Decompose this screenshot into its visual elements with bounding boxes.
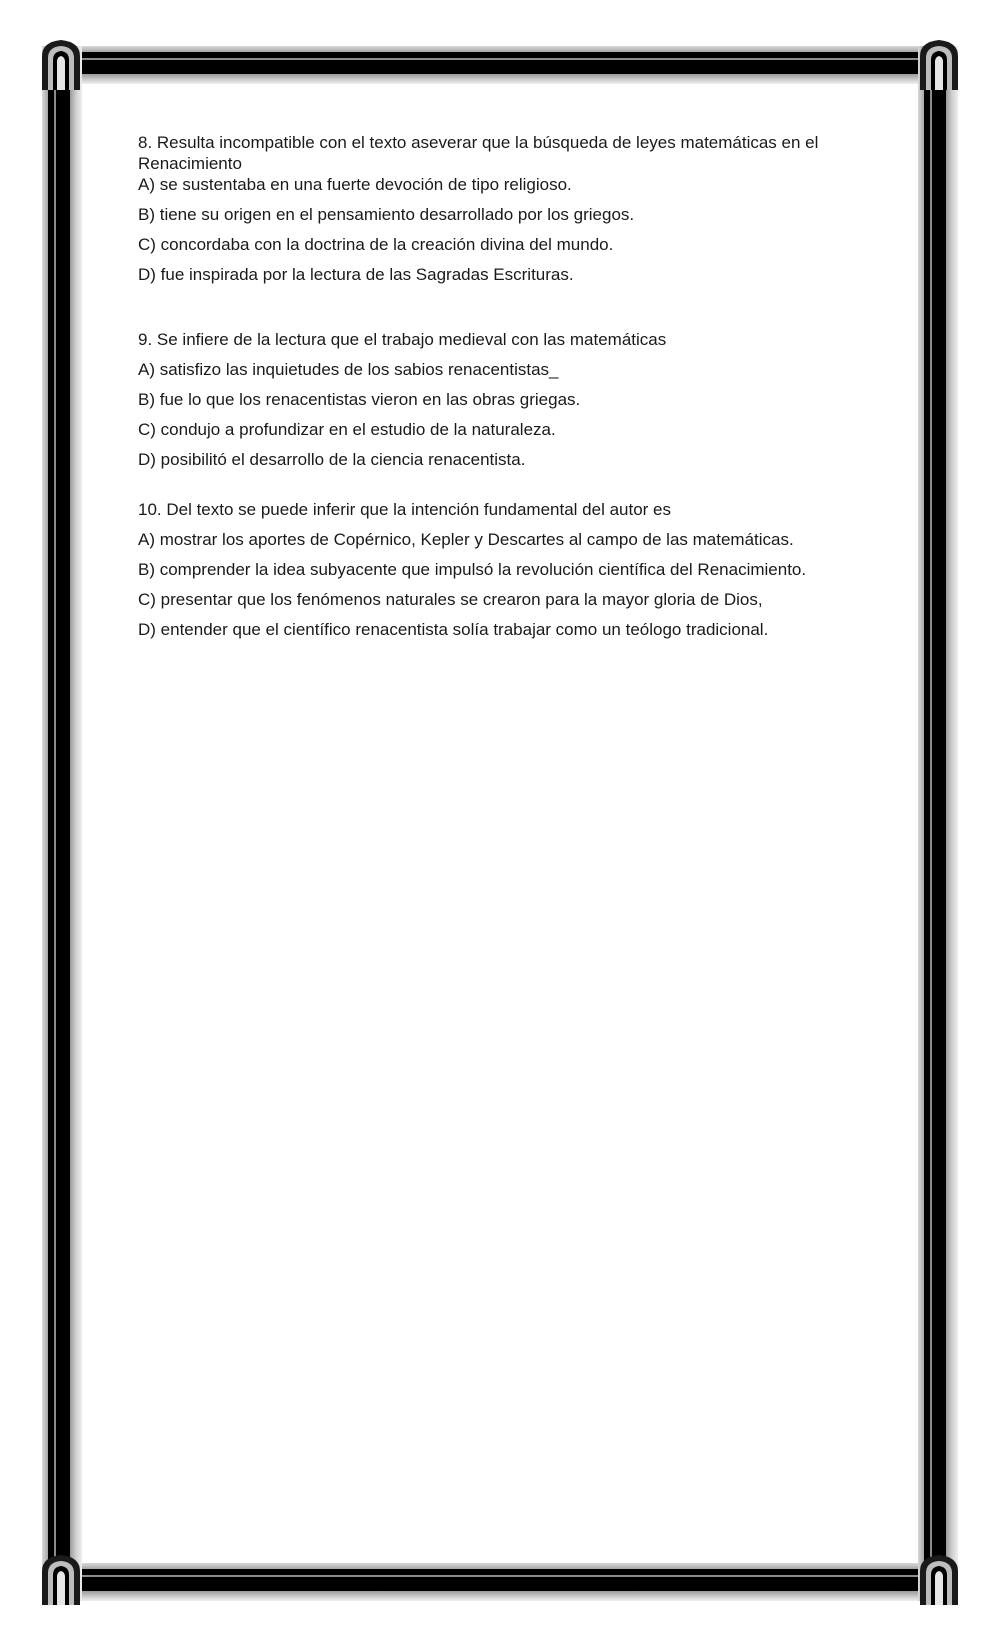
frame-top-border — [62, 46, 938, 84]
answer-option-c: C) condujo a profundizar en el estudio de la naturaleza. — [138, 420, 556, 439]
frame-corner-ornament-icon — [916, 1553, 962, 1605]
answer-option-d: D) entender que el científico renacentista solía trabajar como un teólogo tradicional. — [138, 620, 769, 639]
answer-option-a: A) se sustentaba en una fuerte devoción de tipo religioso. — [138, 175, 572, 194]
answer-option-b: B) fue lo que los renacentistas vieron en las obras griegas. — [138, 390, 581, 409]
document-content — [138, 132, 878, 640]
question-10 — [138, 499, 878, 640]
answer-option-d: D) fue inspirada por la lectura de las Sagradas Escrituras. — [138, 265, 574, 284]
frame-bottom-border — [62, 1563, 938, 1601]
question-stem: 10. Del texto se puede inferir que la intención fundamental del autor es — [138, 500, 672, 519]
question-stem: 9. Se infiere de la lectura que el trabajo medieval con las matemáticas — [138, 330, 667, 349]
frame-corner-ornament-icon — [38, 38, 84, 90]
question-8 — [138, 132, 878, 285]
answer-option-b: B) tiene su origen en el pensamiento desarrollado por los griegos. — [138, 205, 635, 224]
answer-option-c: C) presentar que los fenómenos naturales se crearon para la mayor gloria de Dios, — [138, 590, 763, 609]
frame-corner-ornament-icon — [916, 38, 962, 90]
frame-corner-ornament-icon — [38, 1553, 84, 1605]
answer-option-a: A) satisfizo las inquietudes de los sabios renacentistas_ — [138, 360, 559, 379]
frame-right-border — [918, 46, 958, 1601]
answer-option-a: A) mostrar los aportes de Copérnico, Kepler y Descartes al campo de las matemáticas. — [138, 530, 794, 549]
answer-option-d: D) posibilitó el desarrollo de la ciencia renacentista. — [138, 450, 526, 469]
answer-option-b: B) comprender la idea subyacente que impulsó la revolución científica del Renacimiento. — [138, 560, 807, 579]
question-9 — [138, 329, 878, 470]
answer-option-c: C) concordaba con la doctrina de la creación divina del mundo. — [138, 235, 614, 254]
question-stem: 8. Resulta incompatible con el texto aseverar que la búsqueda de leyes matemáticas en el Renacimiento — [138, 133, 819, 173]
frame-left-border — [42, 46, 82, 1601]
